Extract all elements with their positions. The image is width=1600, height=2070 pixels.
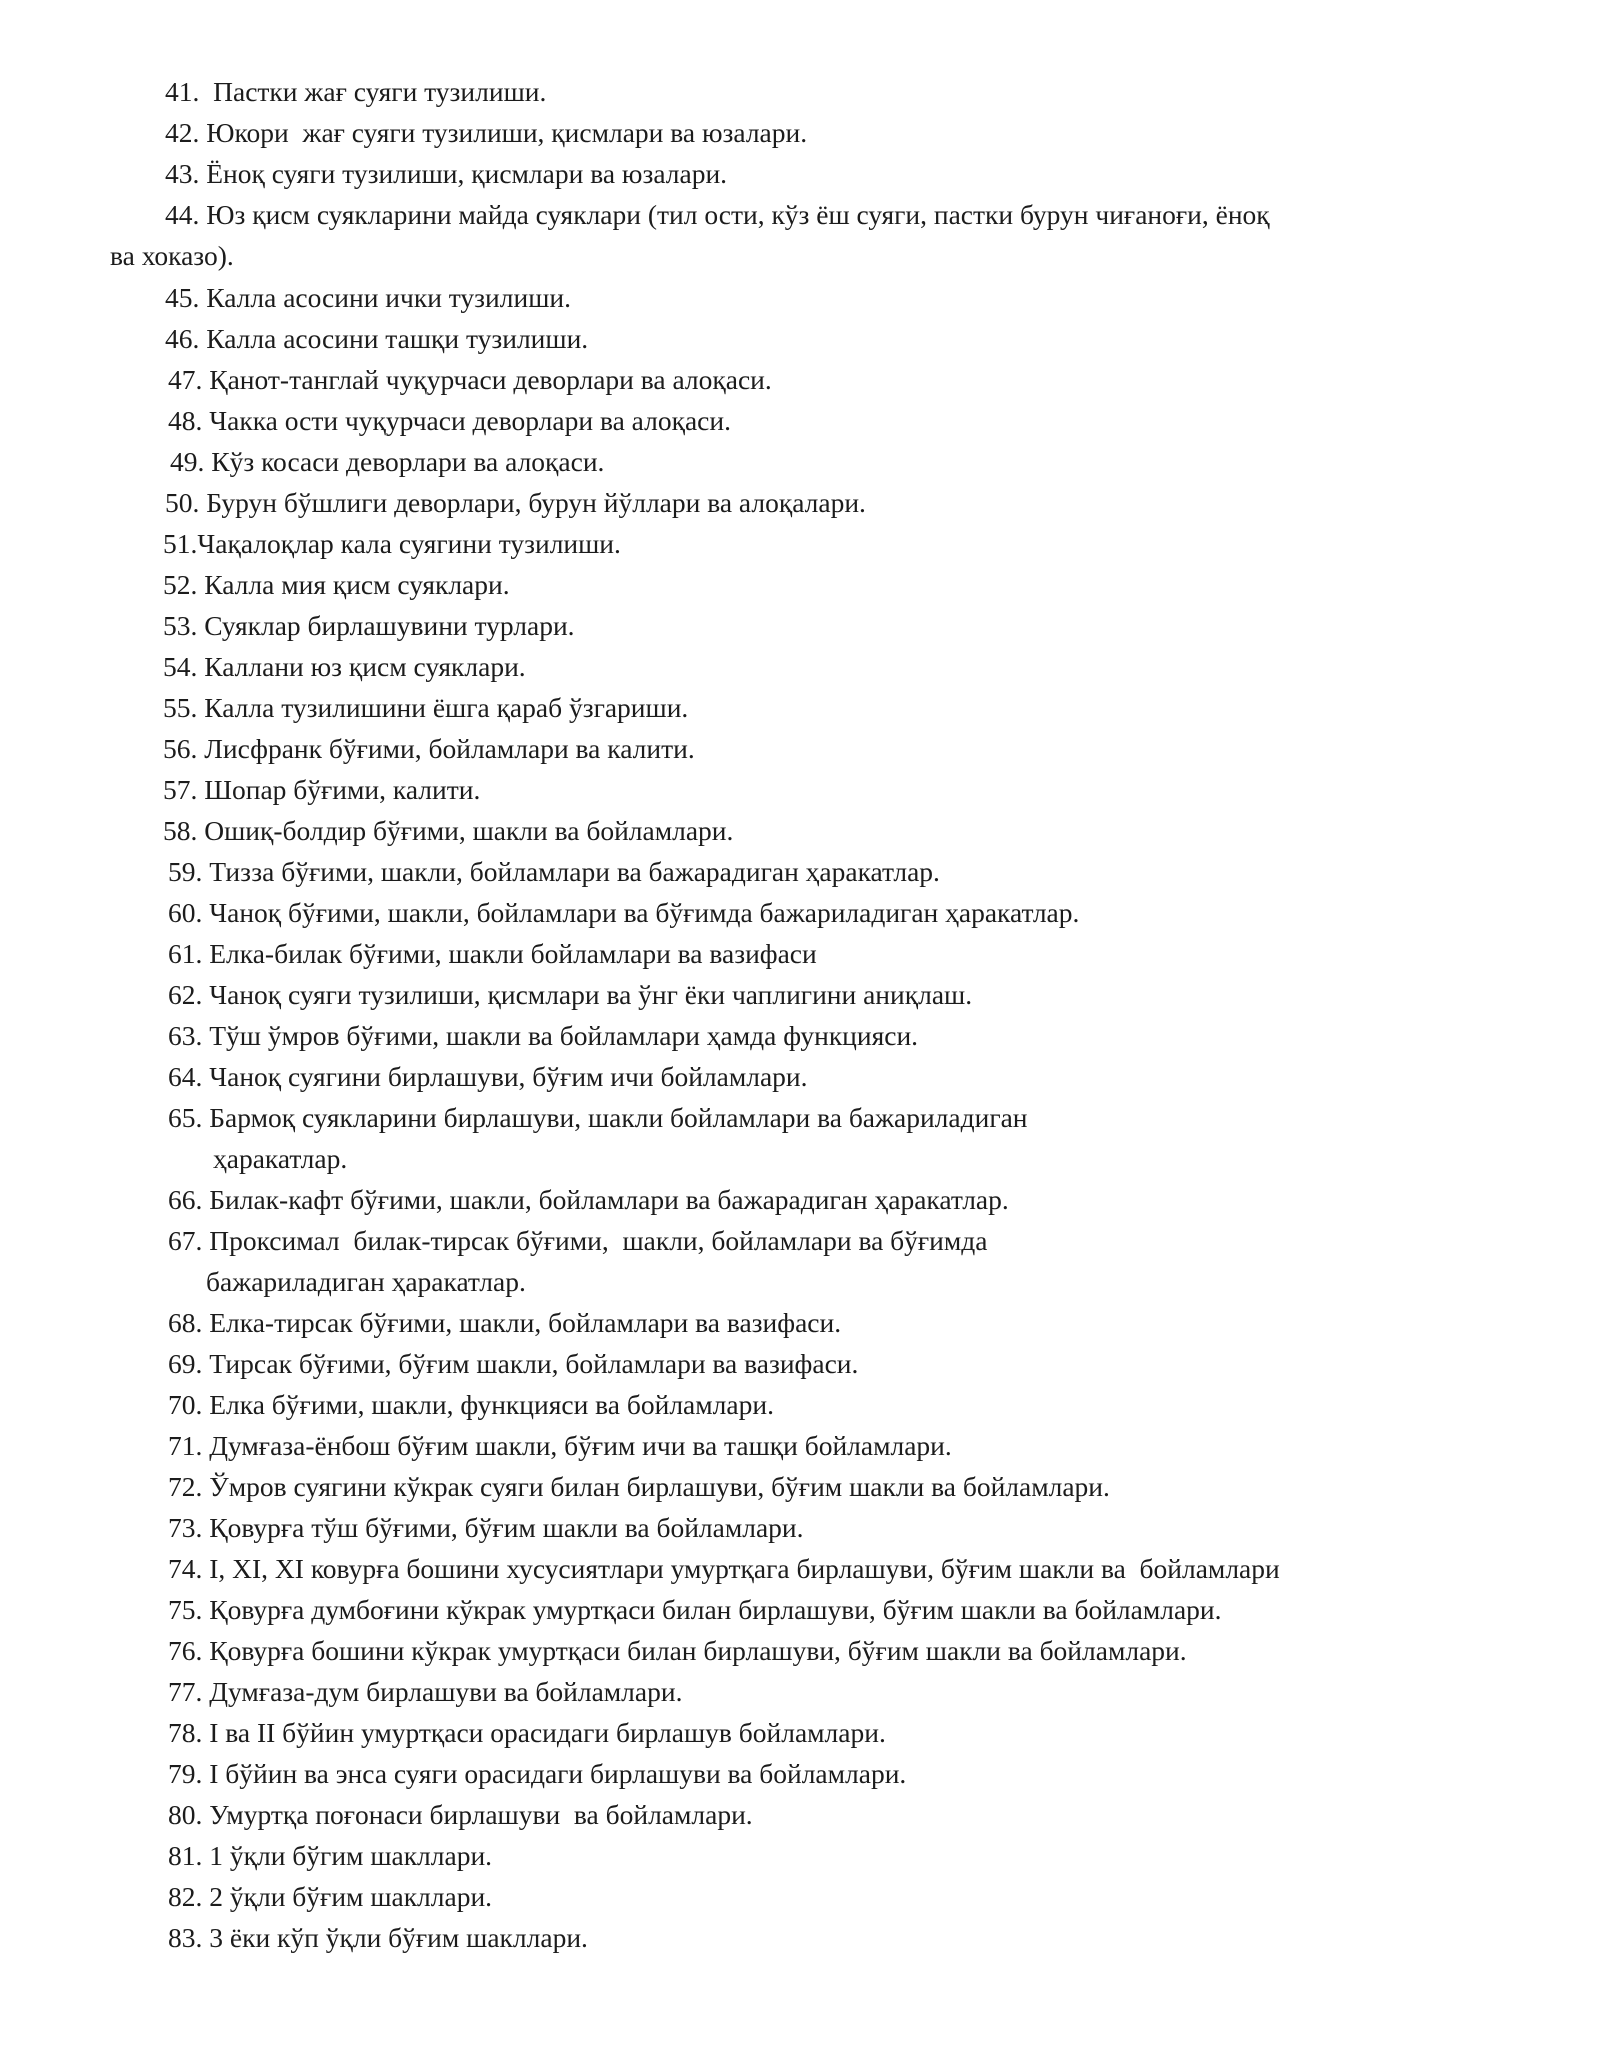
- list-item: 49. Кўз косаси деворлари ва алоқаси.: [170, 446, 605, 477]
- list-item: 54. Каллани юз қисм суяклари.: [163, 651, 526, 682]
- list-item: 41. Пастки жағ суяги тузилиши.: [165, 76, 547, 107]
- list-item: 55. Калла тузилишини ёшга қараб ўзгариши.: [163, 692, 689, 723]
- list-item: 47. Қанот-танглай чуқурчаси деворлари ва алоқаси.: [168, 364, 772, 395]
- list-item: 76. Қовурға бошини кўкрак умуртқаси билан бирлашуви, бўғим шакли ва бойламлари.: [168, 1635, 1187, 1666]
- list-item: 65. Бармоқ суякларини бирлашуви, шакли бойламлари ва бажариладиган: [168, 1102, 1028, 1133]
- list-item: 57. Шопар бўғими, калити.: [163, 774, 481, 805]
- list-item: 46. Калла асосини ташқи тузилиши.: [165, 323, 589, 354]
- list-item: 70. Елка бўғими, шакли, функцияси ва бойламлари.: [168, 1389, 774, 1420]
- list-item: 80. Умуртқа поғонаси бирлашуви ва бойламлари.: [168, 1799, 753, 1830]
- list-item: 78. I ва II бўйин умуртқаси орасидаги бирлашув бойламлари.: [168, 1717, 886, 1748]
- list-item: 53. Суяклар бирлашувини турлари.: [163, 610, 575, 641]
- list-item: 42. Юкори жағ суяги тузилиши, қисмлари ва юзалари.: [165, 117, 808, 148]
- list-item: 43. Ёноқ суяги тузилиши, қисмлари ва юзалари.: [165, 158, 728, 189]
- list-item: 69. Тирсак бўғими, бўғим шакли, бойламлари ва вазифаси.: [168, 1348, 859, 1379]
- list-item: 52. Калла мия қисм суяклари.: [163, 569, 510, 600]
- list-item: 74. I, XI, XI ковурға бошини хусусиятлари умуртқага бирлашуви, бўғим шакли ва бойламлари: [168, 1553, 1280, 1584]
- list-item-continuation: ва хоказо).: [110, 240, 234, 271]
- list-item: 82. 2 ўқли бўғим шакллари.: [168, 1881, 493, 1912]
- list-item: 44. Юз қисм суякларини майда суяклари (тил ости, кўз ёш суяги, пастки бурун чиғаноғи, ёноқ: [165, 199, 1270, 230]
- list-item: 45. Калла асосини ички тузилиши.: [165, 282, 571, 313]
- list-item: 72. Ўмров суягини кўкрак суяги билан бирлашуви, бўғим шакли ва бойламлари.: [168, 1471, 1110, 1502]
- list-item: 83. 3 ёки кўп ўқли бўғим шакллари.: [168, 1922, 588, 1953]
- list-item: 61. Елка-билак бўғими, шакли бойламлари ва вазифаси: [168, 938, 817, 969]
- list-item: 59. Тизза бўғими, шакли, бойламлари ва бажарадиган ҳаракатлар.: [168, 856, 940, 887]
- list-item: 79. I бўйин ва энса суяги орасидаги бирлашуви ва бойламлари.: [168, 1758, 907, 1789]
- list-item: 75. Қовурға думбоғини кўкрак умуртқаси билан бирлашуви, бўғим шакли ва бойламлари.: [168, 1594, 1222, 1625]
- list-item: 66. Билак-кафт бўғими, шакли, бойламлари ва бажарадиган ҳаракатлар.: [168, 1184, 1009, 1215]
- list-item: 62. Чаноқ суяги тузилиши, қисмлари ва ўнг ёки чаплигини аниқлаш.: [168, 979, 973, 1010]
- list-item: 51.Чақалоқлар кала суягини тузилиши.: [163, 528, 621, 559]
- list-item: 64. Чаноқ суягини бирлашуви, бўғим ичи бойламлари.: [168, 1061, 808, 1092]
- list-item: 71. Думғаза-ёнбош бўғим шакли, бўғим ичи ва ташқи бойламлари.: [168, 1430, 952, 1461]
- list-item-continuation: ҳаракатлар.: [213, 1143, 348, 1174]
- list-item: 60. Чаноқ бўғими, шакли, бойламлари ва бўғимда бажариладиган ҳаракатлар.: [168, 897, 1080, 928]
- list-item: 73. Қовурға тўш бўғими, бўғим шакли ва бойламлари.: [168, 1512, 804, 1543]
- list-item: 81. 1 ўқли бўгим шакллари.: [168, 1840, 493, 1871]
- list-item: 48. Чакка ости чуқурчаси деворлари ва алоқаси.: [168, 405, 731, 436]
- list-item: 58. Ошиқ-болдир бўғими, шакли ва бойламлари.: [163, 815, 734, 846]
- list-item: 67. Проксимал билак-тирсак бўғими, шакли, бойламлари ва бўғимда: [168, 1225, 988, 1256]
- list-item: 63. Тўш ўмров бўғими, шакли ва бойламлари ҳамда функцияси.: [168, 1020, 919, 1051]
- list-item: 50. Бурун бўшлиги деворлари, бурун йўллари ва алоқалари.: [165, 487, 866, 518]
- list-item: 77. Думғаза-дум бирлашуви ва бойламлари.: [168, 1676, 683, 1707]
- list-item: 68. Елка-тирсак бўғими, шакли, бойламлари ва вазифаси.: [168, 1307, 842, 1338]
- list-item-continuation: бажариладиган ҳаракатлар.: [206, 1266, 526, 1297]
- list-item: 56. Лисфранк бўғими, бойламлари ва калити.: [163, 733, 695, 764]
